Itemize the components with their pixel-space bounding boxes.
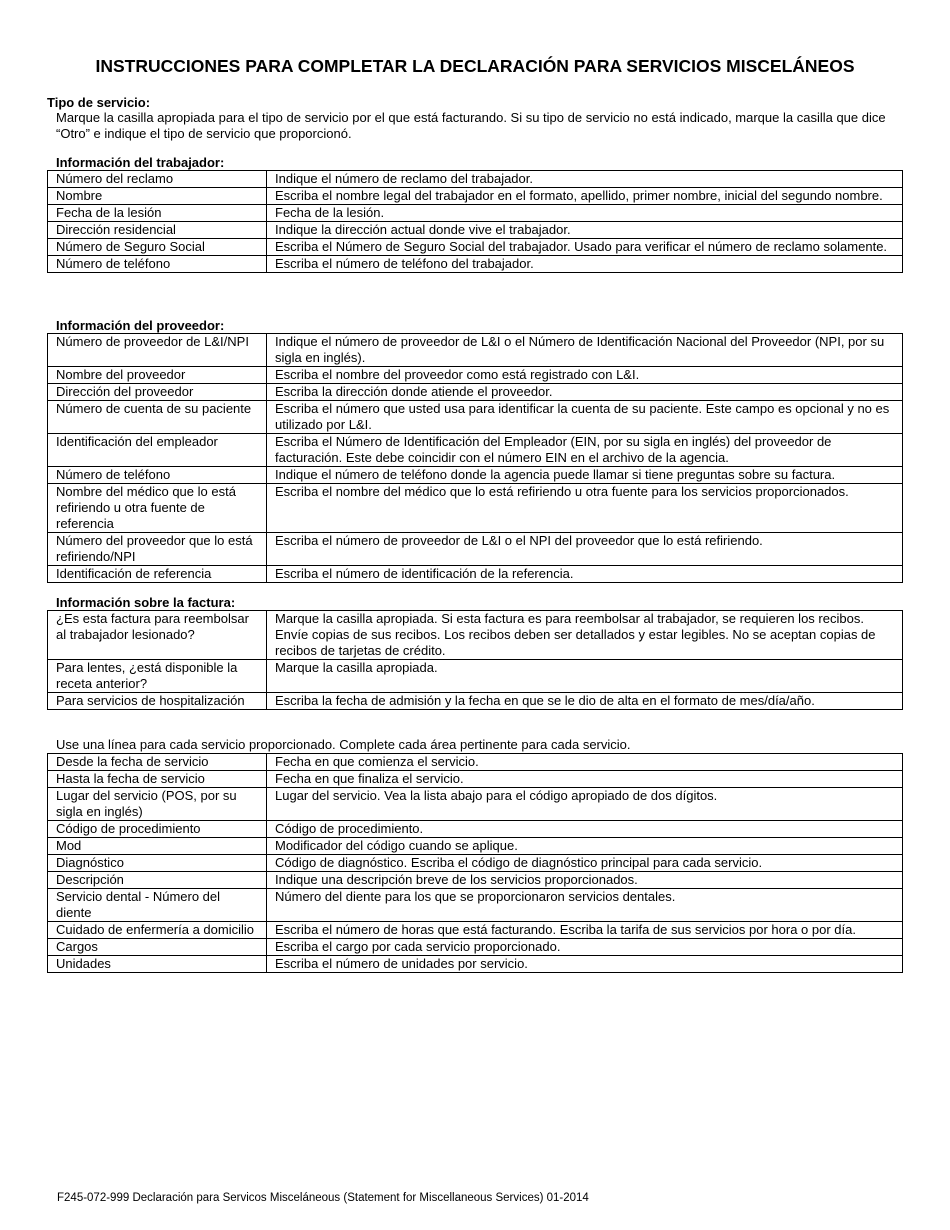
row-label: Cuidado de enfermería a domicilio [48, 922, 267, 939]
table-row [48, 872, 903, 889]
table-row [48, 334, 903, 367]
row-description: Escriba el número de horas que está facturando. Escriba la tarifa de sus servicios por hora o por día. [267, 922, 903, 939]
table-row [48, 754, 903, 771]
row-label: Número de proveedor de L&I/NPI [48, 334, 267, 367]
row-description: Indique el número de reclamo del trabajador. [267, 171, 903, 188]
row-description: Lugar del servicio. Vea la lista abajo para el código apropiado de dos dígitos. [267, 788, 903, 821]
row-label: Nombre del proveedor [48, 367, 267, 384]
table-row [48, 384, 903, 401]
table-row [48, 367, 903, 384]
table-row [48, 939, 903, 956]
table-row [48, 239, 903, 256]
row-label: Nombre del médico que lo está refiriendo u otra fuente de referencia [48, 484, 267, 533]
row-label: Número de Seguro Social [48, 239, 267, 256]
row-label: Número de teléfono [48, 467, 267, 484]
table-row [48, 611, 903, 660]
row-label: Código de procedimiento [48, 821, 267, 838]
row-description: Fecha de la lesión. [267, 205, 903, 222]
table-row [48, 467, 903, 484]
table-row [48, 484, 903, 533]
row-description: Escriba el número que usted usa para identificar la cuenta de su paciente. Este campo es opcional y no es utilizado por L&I. [267, 401, 903, 434]
row-description: Indique la dirección actual donde vive el trabajador. [267, 222, 903, 239]
services-table [47, 753, 903, 973]
row-label: Número de teléfono [48, 256, 267, 273]
row-description: Escriba el nombre legal del trabajador en el formato, apellido, primer nombre, inicial del segundo nombre. [267, 188, 903, 205]
invoice-table [47, 610, 903, 710]
table-row [48, 533, 903, 566]
row-label: Mod [48, 838, 267, 855]
row-description: Escriba la fecha de admisión y la fecha en que se le dio de alta en el formato de mes/día/año. [267, 693, 903, 710]
table-row [48, 956, 903, 973]
row-description: Indique una descripción breve de los servicios proporcionados. [267, 872, 903, 889]
row-label: Dirección del proveedor [48, 384, 267, 401]
row-label: Fecha de la lesión [48, 205, 267, 222]
worker-section [47, 155, 903, 273]
row-description: Escriba el cargo por cada servicio proporcionado. [267, 939, 903, 956]
row-description: Indique el número de proveedor de L&I o el Número de Identificación Nacional del Proveedor (NPI, por su sigla en inglés). [267, 334, 903, 367]
row-label: Identificación de referencia [48, 566, 267, 583]
row-label: Número del proveedor que lo está refiriendo/NPI [48, 533, 267, 566]
page-title: INSTRUCCIONES PARA COMPLETAR LA DECLARACIÓN PARA SERVICIOS MISCELÁNEOS [95, 56, 855, 76]
row-label: Número de cuenta de su paciente [48, 401, 267, 434]
row-description: Escriba el número de unidades por servicio. [267, 956, 903, 973]
table-row [48, 889, 903, 922]
table-row [48, 821, 903, 838]
row-label: Nombre [48, 188, 267, 205]
table-row [48, 660, 903, 693]
row-description: Escriba el nombre del médico que lo está refiriendo u otra fuente para los servicios proporcionados. [267, 484, 903, 533]
services-intro: Use una línea para cada servicio proporcionado. Complete cada área pertinente para cada servicio. [56, 737, 631, 752]
service-type-text: Marque la casilla apropiada para el tipo de servicio por el que está facturando. Si su tipo de servicio no está indicado, marque la casilla que dice “Otro” e indique el tipo de servicio que proporcionó. [56, 110, 886, 141]
row-label: Unidades [48, 956, 267, 973]
table-row [48, 855, 903, 872]
services-section [47, 737, 903, 973]
invoice-section [47, 595, 903, 710]
row-description: Escriba el número de identificación de la referencia. [267, 566, 903, 583]
form-footer: F245-072-999 Declaración para Servicos Misceláneous (Statement for Miscellaneous Services) 01-2014 [57, 1192, 589, 1204]
table-row [48, 188, 903, 205]
table-row [48, 838, 903, 855]
table-row [48, 401, 903, 434]
row-label: Identificación del empleador [48, 434, 267, 467]
table-row [48, 566, 903, 583]
service-type-heading: Tipo de servicio: [47, 95, 151, 110]
row-label: Desde la fecha de servicio [48, 754, 267, 771]
row-description: Modificador del código cuando se aplique. [267, 838, 903, 855]
row-label: Descripción [48, 872, 267, 889]
row-description: Escriba la dirección donde atiende el proveedor. [267, 384, 903, 401]
row-label: Número del reclamo [48, 171, 267, 188]
row-label: Hasta la fecha de servicio [48, 771, 267, 788]
row-description: Escriba el Número de Identificación del Empleador (EIN, por su sigla en inglés) del proveedor de facturación. Este debe coincidir con el número EIN en el archivo de la agencia. [267, 434, 903, 467]
worker-heading: Información del trabajador: [56, 155, 225, 170]
table-row [48, 434, 903, 467]
row-description: Escriba el Número de Seguro Social del trabajador. Usado para verificar el número de reclamo solamente. [267, 239, 903, 256]
row-description: Número del diente para los que se proporcionaron servicios dentales. [267, 889, 903, 922]
row-description: Marque la casilla apropiada. Si esta factura es para reembolsar al trabajador, se requieren los recibos. Envíe copias de sus recibos. Los recibos deben ser detallados y estar legibles. No se aceptan copias de recibos de tarjetas de crédito. [267, 611, 903, 660]
provider-heading: Información del proveedor: [56, 318, 225, 333]
row-description: Escriba el número de proveedor de L&I o el NPI del proveedor que lo está refiriendo. [267, 533, 903, 566]
table-row [48, 205, 903, 222]
row-description: Marque la casilla apropiada. [267, 660, 903, 693]
row-description: Código de diagnóstico. Escriba el código de diagnóstico principal para cada servicio. [267, 855, 903, 872]
row-label: Para servicios de hospitalización [48, 693, 267, 710]
row-description: Escriba el número de teléfono del trabajador. [267, 256, 903, 273]
table-row [48, 788, 903, 821]
row-description: Fecha en que finaliza el servicio. [267, 771, 903, 788]
table-row [48, 256, 903, 273]
table-row [48, 693, 903, 710]
row-label: Dirección residencial [48, 222, 267, 239]
row-description: Fecha en que comienza el servicio. [267, 754, 903, 771]
row-label: Diagnóstico [48, 855, 267, 872]
row-label: Cargos [48, 939, 267, 956]
table-row [48, 922, 903, 939]
row-label: ¿Es esta factura para reembolsar al trabajador lesionado? [48, 611, 267, 660]
row-description: Indique el número de teléfono donde la agencia puede llamar si tiene preguntas sobre su factura. [267, 467, 903, 484]
table-row [48, 771, 903, 788]
provider-section [47, 318, 903, 583]
row-description: Escriba el nombre del proveedor como está registrado con L&I. [267, 367, 903, 384]
service-type-section [47, 95, 903, 142]
table-row [48, 222, 903, 239]
row-label: Servicio dental - Número del diente [48, 889, 267, 922]
row-label: Para lentes, ¿está disponible la receta anterior? [48, 660, 267, 693]
row-description: Código de procedimiento. [267, 821, 903, 838]
provider-table [47, 333, 903, 583]
row-label: Lugar del servicio (POS, por su sigla en inglés) [48, 788, 267, 821]
table-row [48, 171, 903, 188]
worker-table [47, 170, 903, 273]
invoice-heading: Información sobre la factura: [56, 595, 236, 610]
